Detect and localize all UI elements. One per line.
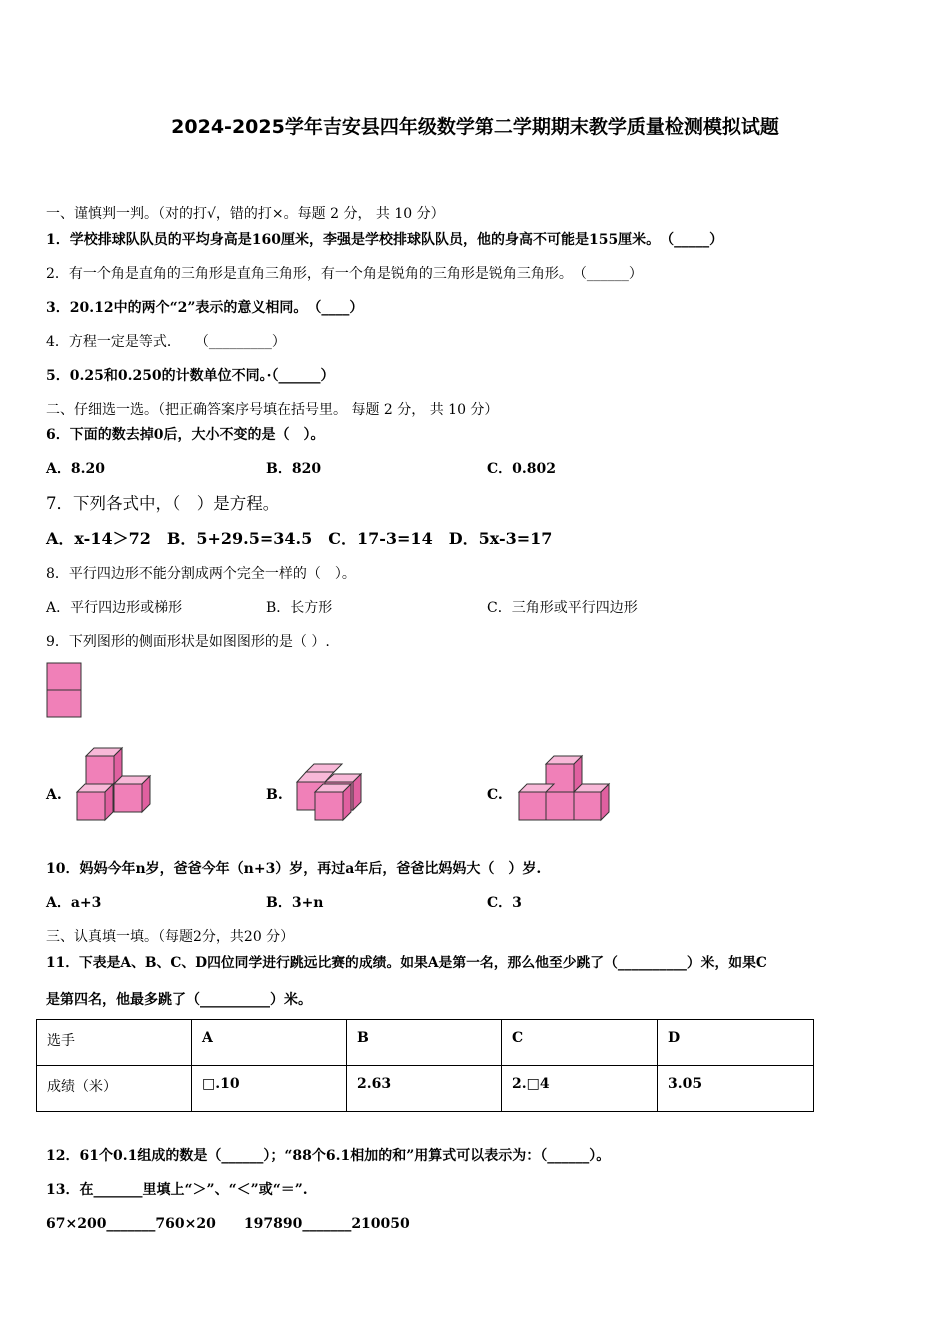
q9-option-a: A. xyxy=(46,787,62,803)
table-cell: A xyxy=(192,1020,347,1066)
q6-option-c: C．0.802 xyxy=(487,461,556,477)
question-7: 7．下列各式中，（ ）是方程。 xyxy=(46,494,280,513)
q10-option-a: A．a+3 xyxy=(46,895,102,911)
table-cell: C xyxy=(502,1020,658,1066)
q10-option-c: C．3 xyxy=(487,895,522,911)
question-9: 9．下列图形的侧面形状是如图图形的是（ ）. xyxy=(46,634,330,650)
table-cell: □.10 xyxy=(192,1066,347,1112)
section2-heading: 二、仔细选一选。（把正确答案序号填在括号里。 每题 2 分， 共 10 分） xyxy=(46,402,499,418)
table-cell: B xyxy=(347,1020,502,1066)
question-11-line1: 11．下表是A、B、C、D四位同学进行跳远比赛的成绩。如果A是第一名，那么他至少跳了（__________）米，如果C xyxy=(46,955,767,971)
q8-option-a: A．平行四边形或梯形 xyxy=(46,600,183,616)
table-cell: 2.63 xyxy=(347,1066,502,1112)
side-view-figure xyxy=(46,662,84,720)
q8-option-b: B．长方形 xyxy=(266,600,333,616)
question-12: 12．61个0.1组成的数是（______）；“88个6.1相加的和”用算式可以表示为：（______）。 xyxy=(46,1148,611,1164)
q9-option-c: C. xyxy=(487,787,503,803)
table-cell: 2.□4 xyxy=(502,1066,658,1112)
table-cell: 选手 xyxy=(37,1020,192,1066)
question-13-items: 67×200_______760×20 197890_______210050 xyxy=(46,1216,410,1232)
q7-options: A．x-14＞72 B．5+29.5=34.5 C．17-3=14 D．5x-3=17 xyxy=(46,529,553,548)
table-cell: 成绩（米） xyxy=(37,1066,192,1112)
question-1: 1．学校排球队队员的平均身高是160厘米，李强是学校排球队队员，他的身高不可能是155厘米。 （_____） xyxy=(46,232,724,248)
question-2: 2．有一个角是直角的三角形是直角三角形，有一个角是锐角的三角形是锐角三角形。 （______） xyxy=(46,266,643,282)
section3-heading: 三、认真填一填。（每题2分，共20 分） xyxy=(46,929,295,945)
q6-option-b: B．820 xyxy=(266,461,322,477)
question-10: 10．妈妈今年n岁，爸爸今年（n+3）岁，再过a年后，爸爸比妈妈大（ ）岁. xyxy=(46,861,542,877)
table-cell: D xyxy=(658,1020,814,1066)
score-table xyxy=(36,1019,814,1112)
q10-option-b: B．3+n xyxy=(266,895,324,911)
question-8: 8．平行四边形不能分割成两个完全一样的（ ）。 xyxy=(46,566,356,582)
cube-figure-a xyxy=(74,744,154,826)
cube-figure-b xyxy=(294,762,366,826)
question-4: 4．方程一定是等式． （_________） xyxy=(46,334,286,350)
table-row xyxy=(37,1066,814,1112)
q8-option-c: C．三角形或平行四边形 xyxy=(487,600,638,616)
cube-figure-c xyxy=(516,754,616,826)
question-11-line2: 是第四名，他最多跳了（__________）米。 xyxy=(46,992,312,1008)
q6-option-a: A．8.20 xyxy=(46,461,105,477)
section1-heading: 一、谨慎判一判。（对的打√，错的打×。每题 2 分， 共 10 分） xyxy=(46,206,445,222)
question-3: 3．20.12中的两个“2”表示的意义相同。 （____） xyxy=(46,300,364,316)
page-title: 2024-2025学年吉安县四年级数学第二学期期末教学质量检测模拟试题 xyxy=(171,116,779,138)
table-cell: 3.05 xyxy=(658,1066,814,1112)
question-6: 6．下面的数去掉0后，大小不变的是（ ）。 xyxy=(46,427,325,443)
table-header-row xyxy=(37,1020,814,1066)
q9-option-b: B. xyxy=(266,787,283,803)
question-13: 13．在_______里填上“＞”、“＜”或“＝”. xyxy=(46,1182,308,1198)
question-5: 5．0.25和0.250的计数单位不同。·（______） xyxy=(46,368,335,384)
